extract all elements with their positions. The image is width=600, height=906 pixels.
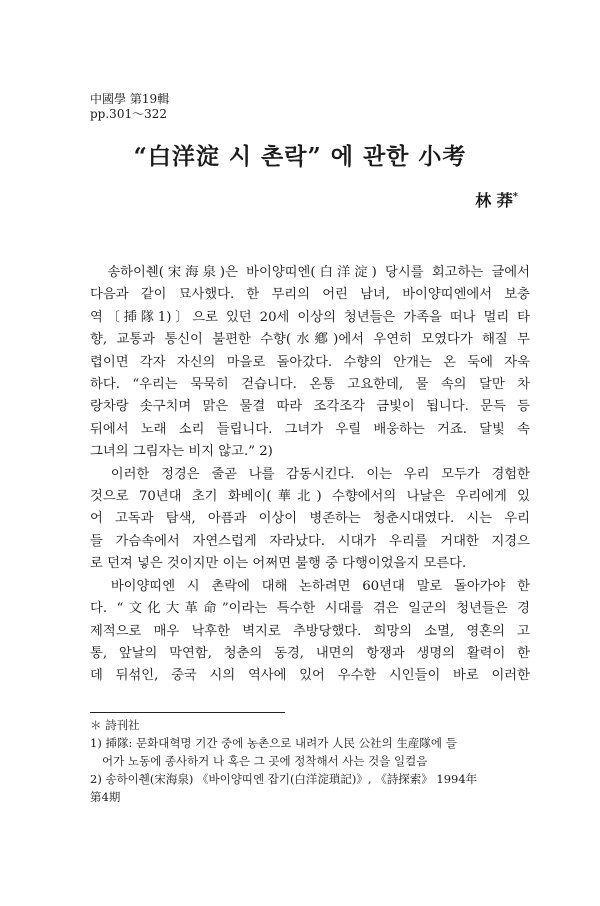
body-line: 그녀의 그림자는 비지 않고.” 2) xyxy=(90,444,273,460)
footnote-2: 2) 송하이췐(宋海泉) 《바이양띠엔 잡기(白洋淀瑣記)》, 《詩探索》 1994年 xyxy=(90,772,478,786)
author xyxy=(475,188,518,211)
body-line: 뒤에서 노래 소리 들립니다. 그녀가 우릴 배웅하는 거죠. 달빛 속 xyxy=(90,421,530,437)
footnotes xyxy=(90,716,530,806)
body-line: 제적으로 매우 낙후한 벽지로 추방당했다. 희망의 소멸, 영혼의 고 xyxy=(90,623,530,639)
body-line: 송하이췐(宋海泉)은 바이양띠엔(白洋淀) 당시를 회고하는 글에서 xyxy=(90,265,530,280)
body-line: 다. “文化大革命”이라는 특수한 시대를 겪은 일군의 청년들은 경 xyxy=(90,601,530,617)
journal-pages: pp.301～322 xyxy=(90,107,167,121)
footnote-1-continued: 어가 노동에 종사하거 나 혹은 그 곳에 정착해서 사는 것을 일컬음 xyxy=(102,754,428,768)
body-line: 랑차랑 솟구치며 맑은 물결 따라 조각조각 금빛이 됩니다. 문득 등 xyxy=(90,399,530,415)
body-line: 다음과 같이 묘사했다. 한 무리의 어린 남녀, 바이양띠엔에서 보충 xyxy=(90,287,530,303)
body-line: 하다. “우리는 묵묵히 걷습니다. 온통 고요한데, 물 속의 달만 차 xyxy=(90,377,530,393)
body-line: 것으로 70년대 초기 화베이(華北) 수향에서의 나날은 우리에게 있 xyxy=(90,489,530,505)
journal-header xyxy=(90,92,169,122)
body-line: 향, 교통과 통신이 불편한 수향(水鄕)에서 우연히 모였다가 해질 무 xyxy=(90,332,530,348)
body-line: 통, 앞날의 막연함, 청춘의 동경, 내면의 항쟁과 생명의 활력이 한 xyxy=(90,645,530,661)
footnote-1: 1) 揷隊: 문화대혁명 기간 중에 농촌으로 내려가 人民 公社의 生産隊에 들 xyxy=(90,736,457,750)
footnote-2-continued: 第4期 xyxy=(90,790,121,804)
body-line: 바이양띠엔 시 촌락에 대해 논하려면 60년대 말로 돌아가야 한 xyxy=(90,578,530,594)
body-line: 데 뒤섞인, 중국 시의 역사에 있어 우수한 시인들이 바로 이러한 xyxy=(90,668,530,684)
body-line: 이러한 정경은 줄곧 나를 감동시킨다. 이는 우리 모두가 경험한 xyxy=(90,466,530,482)
body-text xyxy=(90,262,530,688)
footnote-divider xyxy=(90,712,285,713)
journal-name: 中國學 第19輯 xyxy=(90,92,170,106)
author-footnote-mark: * xyxy=(512,191,518,203)
author-name: 林 莽 xyxy=(475,191,513,210)
footnote-author-affiliation: ＊ 詩刊社 xyxy=(90,718,140,732)
body-line: 역〔揷隊1)〕으로 있던 20세 이상의 청년들은 가족을 떠나 멀리 타 xyxy=(90,309,530,325)
body-line: 로 던져 넣은 것이지만 이는 어쩌면 불행 중 다행이었을지 모른다. xyxy=(90,556,467,572)
body-line: 렵이면 각자 자신의 마을로 돌아갔다. 수향의 안개는 온 둑에 자욱 xyxy=(90,354,530,370)
body-line: 어 고독과 탐색, 아픔과 이상이 병존하는 청춘시대였다. 시는 우리 xyxy=(90,511,530,527)
body-line: 들 가슴속에서 자연스럽게 자라났다. 시대가 우리를 거대한 지경으 xyxy=(90,533,530,549)
paper-title: “白洋淀 시 촌락” 에 관한 小考 xyxy=(133,143,467,170)
